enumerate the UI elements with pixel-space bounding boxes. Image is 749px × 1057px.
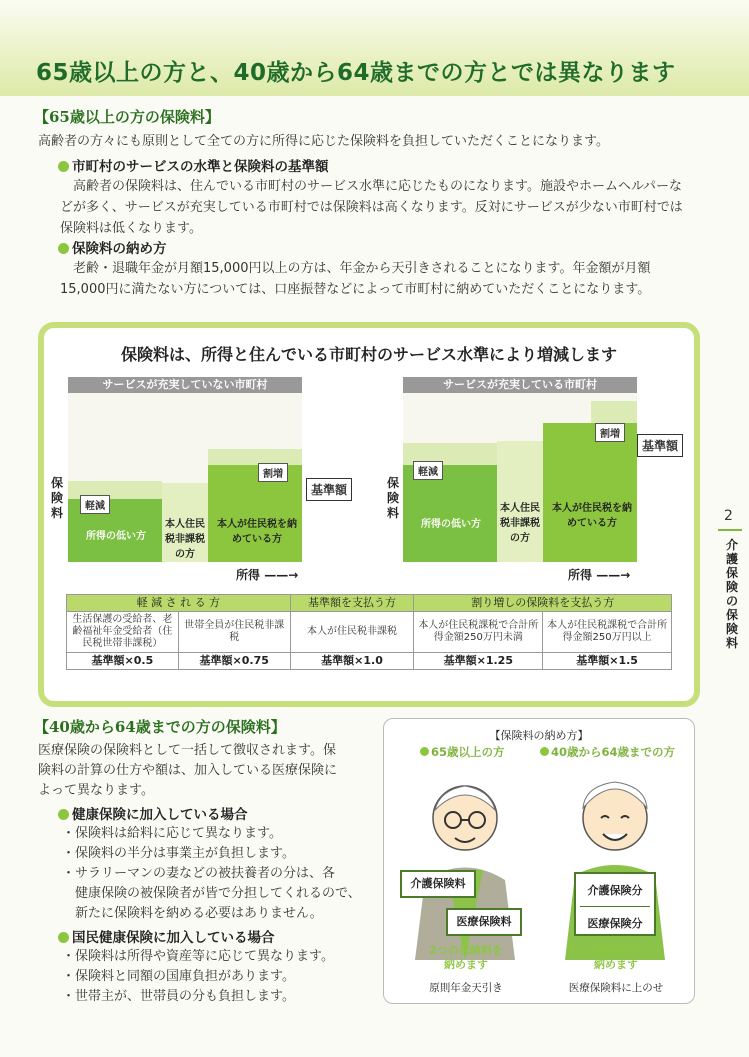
national-item-1: ・保険料と同額の国庫負担があります。 [62,969,295,984]
increase-tag: 割増 [595,423,625,442]
base-tag-left: 基準額 [306,478,352,501]
bullet-dot-icon [58,161,69,172]
section-40-line-0: 医療保険の保険料として一括して徴収されます。保 [38,743,336,758]
page-section-number: 2 [724,508,733,524]
high-label: 本人が住民税を納めている方 [217,519,297,545]
illustration-title: 【保険料の納め方】 [489,729,589,742]
health-item-3: 健康保険の被保険者が皆で分担してくれるので、 [62,886,361,901]
page-title: 65歳以上の方と、40歳から64歳までの方とでは異なります [36,60,676,86]
card-care-portion: 介護保険分 [587,884,643,897]
national-item-2: ・世帯主が、世帯員の分も負担します。 [62,989,295,1004]
chart-right [403,377,637,562]
card-medical-portion: 医療保険分 [587,917,643,930]
increase-tag: 割増 [258,463,288,482]
rate-mult-2: 基準額×1.0 [290,653,414,670]
health-item-1: ・保険料の半分は事業主が負担します。 [62,846,295,861]
diagram-title: 保険料は、所得と住んでいる市町村のサービス水準により増減します [120,345,617,364]
rate-desc-3: 本人が住民税課税で合計所得金額250万円未満 [414,612,543,653]
bullet-payment-method-title: 保険料の納め方 [72,241,167,257]
section-40-heading: 【40歳から64歳までの方の保険料】 [34,718,286,736]
bullet-service-level-text: 高齢者の保険料は、住んでいる市町村のサービス水準に応じたものになります。施設やホームヘルパーなどが多く、サービスが充実している市町村では保険料は高くなります。反対にサービスが少ない市町村では保険料は低くなります。 [60,179,683,236]
group-reduced: 軽 減 さ れ る 方 [67,595,291,612]
bullet-payment-method [58,237,167,257]
group-base: 基準額を支払う方 [290,595,414,612]
low-label: 所得の低い方 [421,519,481,530]
section-65-heading: 【65歳以上の方の保険料】 [34,108,220,126]
bullet-payment-method-text: 老齢・退職年金が月額15,000円以上の方は、年金から天引きされることになります。年金額が月額15,000円に満たない方については、口座振替などによって市町村に納めていただくことになります。 [60,261,651,297]
chart-left [68,377,302,562]
rates-table [66,594,672,670]
bullet-dot-icon [540,747,549,756]
rates-multiplier-row [67,653,672,670]
step-high-increase [591,401,637,423]
y-label-left: 保険料 [50,476,63,520]
card-care-insurance: 介護保険料 [400,870,476,898]
rate-desc-1: 世帯全員が住民税非課税 [178,612,290,653]
side-divider [718,529,742,531]
health-item-2: ・サラリーマンの妻などの被扶養者の分は、各 [62,866,336,881]
bullet-dot-icon [58,809,69,820]
low-label: 所得の低い方 [86,531,146,542]
rates-header-row [67,595,672,612]
bullet-health-insurance [58,803,248,823]
rate-mult-0: 基準額×0.5 [67,653,179,670]
left-green-text: 2つの保険料を 納めます [429,944,503,971]
card-combined [574,872,656,936]
rate-mult-3: 基準額×1.25 [414,653,543,670]
reduce-tag: 軽減 [80,495,110,514]
mid-label: 本人住民税非課税の方 [500,503,540,544]
section-40-line-1: 険料の計算の仕方や額は、加入している医療保険に [38,763,338,778]
x-label-left: 所得 ——→ [236,568,299,582]
bullet-national-health-title: 国民健康保険に加入している場合 [72,930,275,946]
base-tag-right: 基準額 [637,434,683,457]
reduce-tag: 軽減 [413,461,443,480]
high-label: 本人が住民税を納めている方 [552,503,632,529]
bullet-national-health [58,926,275,946]
chart-left-caption: サービスが充実していない市町村 [68,377,302,393]
health-item-0: ・保険料は給料に応じて異なります。 [62,826,282,841]
side-section-label: 介護保険の保険料 [725,538,738,650]
rate-desc-2: 本人が住民税非課税 [290,612,414,653]
rate-desc-0: 生活保護の受給者、老齢福祉年金受給者（住民税世帯非課税） [67,612,179,653]
y-label-right: 保険料 [386,476,399,520]
section-65-intro: 高齢者の方々にも原則として全ての方に所得に応じた保険料を負担していただくことになります。 [38,134,609,149]
x-label-right: 所得 ——→ [568,568,631,582]
rate-mult-1: 基準額×0.75 [178,653,290,670]
card-medical-insurance: 医療保険料 [446,908,522,936]
illustration-left-head: 65歳以上の方 [420,744,505,760]
mid-label: 本人住民税非課税の方 [165,519,205,560]
bullet-service-level [58,155,329,175]
bullet-dot-icon [58,243,69,254]
bullet-dot-icon [58,932,69,943]
rate-desc-4: 本人が住民税課税で合計所得金額250万円以上 [543,612,672,653]
rate-mult-4: 基準額×1.5 [543,653,672,670]
chart-right-caption: サービスが充実している市町村 [403,377,637,393]
national-item-0: ・保険料は所得や資産等に応じて異なります。 [62,949,334,964]
health-item-4: 新たに保険料を納める必要はありません。 [62,906,323,921]
step-high [543,423,637,562]
bullet-health-insurance-title: 健康保険に加入している場合 [72,807,248,823]
group-increased: 割り増しの保険料を支払う方 [414,595,672,612]
bullet-service-level-title: 市町村のサービスの水準と保険料の基準額 [72,159,329,175]
left-method-text: 原則年金天引き [429,982,503,994]
right-green-text: 1つの保険料として 納めます [568,944,664,971]
right-method-text: 医療保険料に上のせ [568,982,664,994]
card-divider [580,906,650,907]
bullet-dot-icon [420,747,429,756]
rates-desc-row [67,612,672,653]
section-40-line-2: よって異なります。 [38,783,154,798]
illustration-right-head: 40歳から64歳までの方 [540,744,675,760]
